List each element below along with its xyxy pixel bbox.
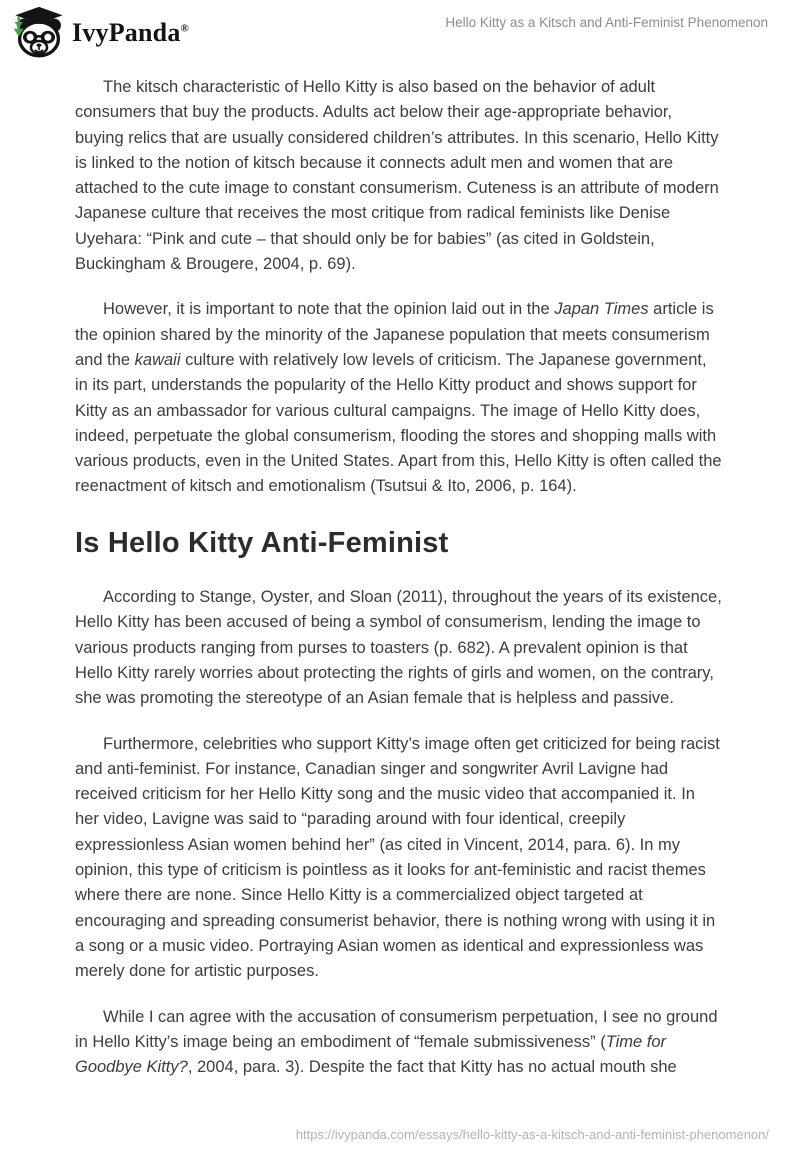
page-header [0,0,800,62]
page-footer [296,1127,769,1142]
registered-trademark: ® [180,22,189,35]
paragraph: Furthermore, celebrities who support Kitty’s image often get criticized for being racist and anti-feminist. For instance, Canadian singer and songwriter Avril Lavigne had received criticism for her Hello Kitty song and the music video that accompanied it. In her video, Lavigne was said to “parading around with four identical, creepily expressionless Asian women behind her” (as cited in Vincent, 2014, para. 6). In my opinion, this type of criticism is pointless as it looks for ant-feministic and racist themes where there are none. Since Hello Kitty is a commercialized object targeted at encouraging and spreading consumerist behavior, there is nothing wrong with using it in a song or a music video. Portraying Asian women as identical and expressionless was merely done for artistic purposes. [75,734,720,981]
source-url: https://ivypanda.com/essays/hello-kitty-as-a-kitsch-and-anti-feminist-phenomenon/ [295,1127,769,1142]
essay-content [0,62,800,1080]
panda-graduate-icon [12,6,66,60]
paragraph: The kitsch characteristic of Hello Kitty is also based on the behavior of adult consumers that buy the products. Adults act below their age-appropriate behavior, buying relics that are usually considered children’s attributes. In this scenario, Hello Kitty is linked to the notion of kitsch because it connects adult men and women that are attached to the cute image to constant consumerism. Cuteness is an attribute of modern Japanese culture that receives the most critique from radical feminists like Denise Uyehara: “Pink and cute – that should only be for babies” (as cited in Goldstein, Buckingham & Brougere, 2004, p. 69). [75,78,719,274]
ivypanda-logo [12,6,189,60]
paragraph: According to Stange, Oyster, and Sloan (2011), throughout the years of its existence, Hello Kitty has been accused of being a symbol of consumerism, lending the image to various products ranging from purses to toasters (p. 682). A prevalent opinion is that Hello Kitty rarely worries about protecting the rights of girls and women, on the contrary, she was promoting the stereotype of an Asian female that is helpless and passive. [75,588,722,708]
section-heading: Is Hello Kitty Anti-Feminist [75,526,449,559]
document-title: Hello Kitty as a Kitsch and Anti-Feminist Phenomenon [445,15,768,30]
logo-wordmark: IvyPanda [72,18,181,47]
paragraph: While I can agree with the accusation of consumerism perpetuation, I see no ground in Hello Kitty’s image being an embodiment of “female submissiveness” (Time for Goodbye Kitty?, 2004, para. 3). Despite the fact that Kitty has no actual mouth she [75,1007,718,1077]
logo-text [72,20,189,46]
paragraph: However, it is important to note that the opinion laid out in the Japan Times article is the opinion shared by the minority of the Japanese population that meets consumerism and the kawaii culture with relatively low levels of criticism. The Japanese government, in its part, understands the popularity of the Hello Kitty product and shows support for Kitty as an ambassador for various cultural campaigns. The image of Hello Kitty does, indeed, perpetuate the global consumerism, flooding the stores and shopping malls with various products, even in the United States. Apart from this, Hello Kitty is often called the reenactment of kitsch and emotionalism (Tsutsui & Ito, 2006, p. 164). [75,300,722,496]
